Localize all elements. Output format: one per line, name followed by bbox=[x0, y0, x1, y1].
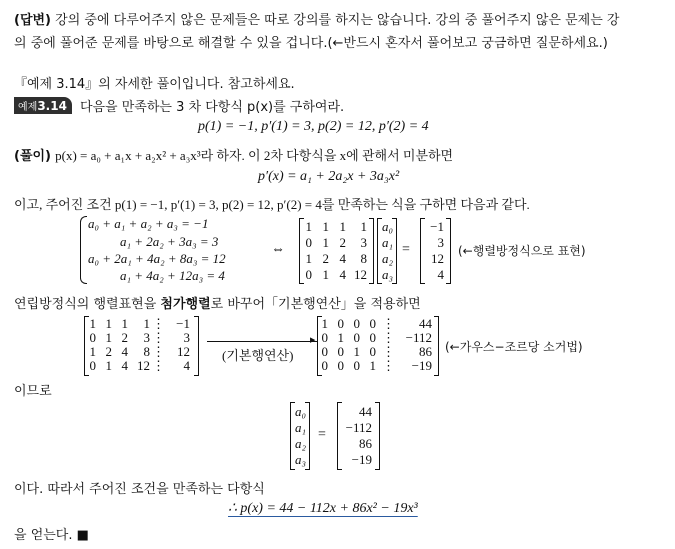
solution-line-1 bbox=[14, 145, 453, 164]
aug-right-cell: −112 bbox=[405, 330, 432, 345]
aug-left-cell: 12 bbox=[177, 344, 190, 359]
aug-right-separator: ⋮ bbox=[382, 330, 395, 345]
final-value-entry: −19 bbox=[351, 452, 372, 467]
coef-cell: 1 bbox=[339, 219, 346, 234]
equation-2: a₁ + 2a₂ + 3a₃ = 3 bbox=[120, 234, 219, 249]
matrix-note: (←행렬방정식으로 표현) bbox=[458, 244, 586, 258]
line3-post: 로 바꾸어「기본행연산」을 적용하면 bbox=[210, 297, 421, 312]
aug-left-cell: 2 bbox=[105, 344, 112, 359]
aug-left-separator: ⋮ bbox=[152, 344, 165, 359]
aug-right-cell: 0 bbox=[369, 330, 376, 345]
final-value-entry: 44 bbox=[359, 404, 372, 419]
line3-pre: 연립방정식의 행렬표현을 bbox=[14, 297, 161, 312]
final-unknown-entry: a₃ bbox=[294, 452, 306, 467]
aug-right-cell: 0 bbox=[353, 358, 360, 373]
aug-left-cell: −1 bbox=[176, 316, 190, 331]
aug-right-cell: −19 bbox=[411, 358, 432, 373]
final-equals: = bbox=[318, 427, 326, 442]
aug-right-cell: 0 bbox=[369, 316, 376, 331]
aug-left-cell: 12 bbox=[137, 358, 150, 373]
aug-left-cell: 2 bbox=[121, 330, 128, 345]
unknown-entry: a₁ bbox=[381, 235, 393, 250]
arrow-head: ▸ bbox=[310, 334, 316, 346]
aug-left-cell: 1 bbox=[105, 330, 112, 345]
aug-left-cell: 0 bbox=[89, 358, 96, 373]
equation-4: a₁ + 4a₂ + 12a₃ = 4 bbox=[120, 268, 225, 283]
aug-left-cell: 4 bbox=[121, 344, 128, 359]
aug-left-cell: 1 bbox=[89, 344, 96, 359]
coef-cell: 2 bbox=[339, 235, 346, 250]
equals-sign: = bbox=[402, 242, 410, 257]
aug-right-cell: 0 bbox=[337, 344, 344, 359]
coef-cell: 0 bbox=[305, 235, 312, 250]
coef-cell: 1 bbox=[305, 251, 312, 266]
coef-cell: 1 bbox=[322, 267, 329, 282]
example-question: 다음을 만족하는 3 차 다항식 p(x)를 구하여라. bbox=[79, 100, 345, 115]
solution-text-2: 이고, 주어진 조건 p(1) = −1, p′(1) = 3, p(2) = 12, p′(2) = 4를 만족하는 식을 구하면 다음과 같다. bbox=[14, 197, 530, 212]
aug-right-cell: 0 bbox=[369, 344, 376, 359]
result-formula: ∴ p(x) = 44 − 112x + 86x² − 19x³ bbox=[228, 501, 418, 516]
rhs-entry: 12 bbox=[431, 251, 444, 266]
rhs-entry: 3 bbox=[437, 235, 444, 250]
aug-left-cell: 0 bbox=[89, 330, 96, 345]
aug-left-cell: 8 bbox=[143, 344, 150, 359]
example-conditions: p(1) = −1, p′(1) = 3, p(2) = 12, p′(2) = 4 bbox=[198, 119, 429, 134]
aug-left-cell: 3 bbox=[183, 330, 190, 345]
aug-left-cell: 1 bbox=[89, 316, 96, 331]
final-unknown-entry: a₁ bbox=[294, 420, 306, 435]
solution-text-1: p(x) = a₀ + a₁x + a₂x² + a₃x³라 하자. 이 2차 다항식을 x에 관해서 미분하면 bbox=[55, 148, 454, 163]
coef-cell: 4 bbox=[339, 251, 346, 266]
aug-right-cell: 44 bbox=[419, 316, 432, 331]
row-operation-arrow bbox=[207, 341, 317, 342]
unknown-entry: a₀ bbox=[381, 219, 393, 234]
coef-cell: 4 bbox=[339, 267, 346, 282]
final-unknown-entry: a₂ bbox=[294, 436, 306, 451]
aug-right-separator: ⋮ bbox=[382, 316, 395, 331]
coef-cell: 1 bbox=[360, 219, 367, 234]
coef-cell: 12 bbox=[354, 267, 367, 282]
aug-right-cell: 0 bbox=[337, 316, 344, 331]
aug-left-cell: 4 bbox=[183, 358, 190, 373]
final-value-entry: 86 bbox=[359, 436, 372, 451]
aug-right-cell: 86 bbox=[419, 344, 432, 359]
intro-text: 『예제 3.14』의 자세한 풀이입니다. 참고하세요. bbox=[14, 77, 295, 92]
aug-left-separator: ⋮ bbox=[152, 316, 165, 331]
aug-left-cell: 1 bbox=[121, 316, 128, 331]
rhs-entry: 4 bbox=[437, 267, 444, 282]
unknown-entry: a₂ bbox=[381, 251, 393, 266]
answer-label: (답변) bbox=[14, 13, 51, 28]
aug-right-cell: 1 bbox=[321, 316, 328, 331]
arrow-label: (기본행연산) bbox=[222, 348, 294, 363]
derivative-formula: p′(x) = a₁ + 2a₂x + 3a₃x² bbox=[258, 169, 400, 184]
aug-right-cell: 1 bbox=[353, 344, 360, 359]
answer-text-2: 의 중에 풀어준 문제를 바탕으로 해결할 수 있을 겁니다.(←반드시 혼자서 풀어보고 궁금하면 질문하세요.) bbox=[14, 36, 608, 51]
aug-right-separator: ⋮ bbox=[382, 358, 395, 373]
equation-1: a₀ + a₁ + a₂ + a₃ = −1 bbox=[88, 216, 209, 231]
equation-3: a₀ + 2a₁ + 4a₂ + 8a₃ = 12 bbox=[88, 251, 226, 266]
aug-right-cell: 1 bbox=[369, 358, 376, 373]
aug-right-cell: 0 bbox=[321, 344, 328, 359]
coef-cell: 8 bbox=[360, 251, 367, 266]
augmented-matrix-term: 첨가행렬 bbox=[160, 297, 211, 312]
iff-symbol: ⇔ bbox=[271, 242, 285, 257]
aug-note: (←가우스−조르당 소거법) bbox=[445, 340, 583, 354]
coef-cell: 1 bbox=[305, 219, 312, 234]
final-unknown-entry: a₀ bbox=[294, 404, 306, 419]
solution-label: (풀이) bbox=[14, 149, 51, 164]
therefore-word: 이므로 bbox=[14, 384, 52, 399]
aug-left-separator: ⋮ bbox=[152, 330, 165, 345]
aug-right-cell: 0 bbox=[353, 330, 360, 345]
aug-right-cell: 1 bbox=[337, 330, 344, 345]
aug-right-cell: 0 bbox=[337, 358, 344, 373]
coef-cell: 1 bbox=[322, 219, 329, 234]
solution-line-3 bbox=[14, 293, 421, 312]
solution-text-4: 이다. 따라서 주어진 조건을 만족하는 다항식 bbox=[14, 482, 265, 497]
final-value-entry: −112 bbox=[345, 420, 372, 435]
coef-cell: 2 bbox=[322, 251, 329, 266]
badge-word: 예제 bbox=[18, 102, 38, 113]
example-line bbox=[14, 96, 344, 115]
coef-cell: 3 bbox=[360, 235, 367, 250]
badge-number: 3.14 bbox=[37, 99, 67, 113]
aug-left-cell: 1 bbox=[143, 316, 150, 331]
example-badge bbox=[14, 97, 72, 114]
answer-line-1 bbox=[14, 9, 619, 28]
aug-left-separator: ⋮ bbox=[152, 358, 165, 373]
aug-left-cell: 1 bbox=[105, 358, 112, 373]
aug-left-cell: 4 bbox=[121, 358, 128, 373]
aug-right-separator: ⋮ bbox=[382, 344, 395, 359]
aug-right-cell: 0 bbox=[353, 316, 360, 331]
aug-right-cell: 0 bbox=[321, 330, 328, 345]
coef-cell: 1 bbox=[322, 235, 329, 250]
unknown-entry: a₃ bbox=[381, 267, 393, 282]
answer-text-1: 강의 중에 다루어주지 않은 문제들은 따로 강의를 하지는 않습니다. 강의 중 풀어주지 않은 문제는 강 bbox=[55, 13, 620, 28]
aug-right-cell: 0 bbox=[321, 358, 328, 373]
aug-left-cell: 1 bbox=[105, 316, 112, 331]
closing-text: 을 얻는다. ■ bbox=[14, 528, 89, 543]
rhs-entry: −1 bbox=[430, 219, 444, 234]
coef-cell: 0 bbox=[305, 267, 312, 282]
system-brace bbox=[80, 216, 87, 284]
aug-left-cell: 3 bbox=[143, 330, 150, 345]
